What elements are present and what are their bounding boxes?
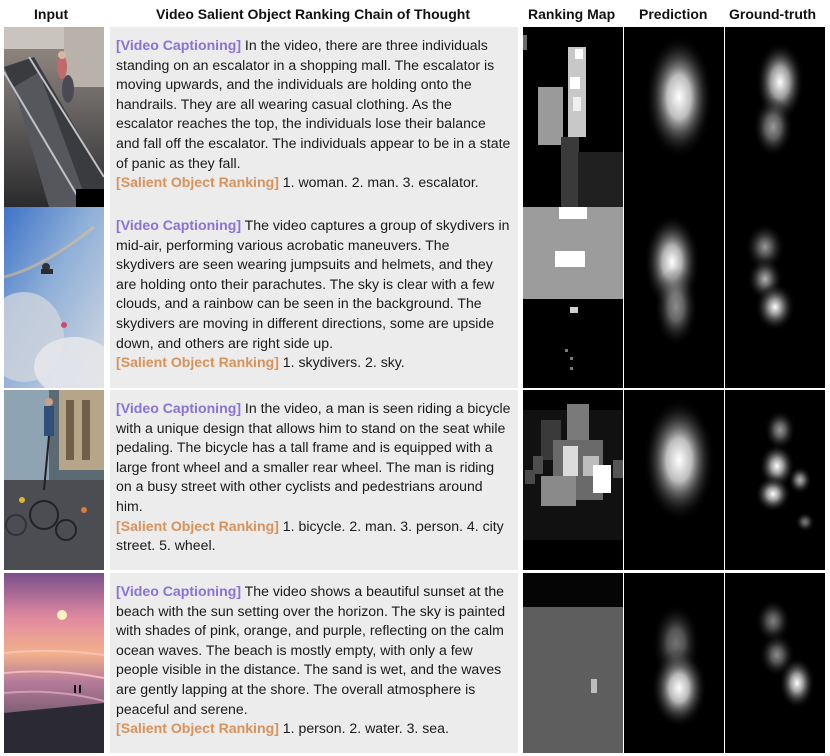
prediction-map-bicycle (624, 390, 724, 570)
ranking-map-escalator (523, 27, 623, 207)
salient-object-ranking-tag: [Salient Object Ranking] (116, 174, 279, 191)
caption-text: In the video, a man is seen riding a bicycle with a unique design that allows him to stand on the seat while pedaling. The bicycle has a tall frame and is equipped with a large front wheel and a smaller rear wheel. The man is riding on a busy street with other cyclists and pedestrians around him. (116, 400, 511, 514)
ground-truth-map-escalator (725, 27, 825, 207)
example-row-sunset (0, 573, 830, 753)
video-captioning-tag: [Video Captioning] (116, 583, 242, 599)
video-captioning-tag: [Video Captioning] (116, 217, 242, 233)
ranking-text: 1. person. 2. water. 3. sea. (278, 720, 449, 737)
caption-text: The video shows a beautiful sunset at the beach with the sun setting over the horizon. The sky is painted with shades of pink, orange, and purple, reflecting on the calm ocean waves. The beach is mostly empty, with only a few people visible in the distance. The sand is wet, and the waves are gently lapping at the shore. The overall atmosphere is peaceful and serene. (116, 583, 506, 717)
prediction-map-escalator (624, 27, 724, 207)
video-captioning-tag: [Video Captioning] (116, 37, 242, 53)
ranking-map-skydivers (523, 207, 623, 388)
input-frame-escalator (4, 27, 104, 207)
ranking-map-bicycle (523, 390, 623, 570)
caption-text: The video captures a group of skydivers in mid-air, performing various acrobatic maneuvers. The skydivers are seen wearing jumpsuits and helmets, and they are holding onto their parachutes. The sky is clear with a few clouds, and a rainbow can be seen in the background. The skydivers are moving in different directions, some are upside down, and others are right side up. (116, 217, 510, 351)
salient-object-ranking-tag: [Salient Object Ranking] (116, 720, 279, 737)
prediction-map-skydivers (624, 207, 724, 388)
example-row-bicycle (0, 390, 830, 570)
cot-text-box (110, 390, 518, 570)
header-input: Input (34, 6, 69, 22)
header-chain-of-thought: Video Salient Object Ranking Chain of Thought (156, 6, 470, 22)
cot-text-box (110, 207, 518, 388)
input-frame-bicycle (4, 390, 104, 570)
video-captioning-tag: [Video Captioning] (116, 400, 242, 416)
caption-text: In the video, there are three individuals standing on an escalator in a shopping mall. The escalator is moving upwards, and the individuals are holding onto the handrails. They are all wearing casual clothing. As the escalator reaches the top, the individuals lose their balance and fall off the escalator. The individuals appear to be in a state of panic as they fall. (116, 37, 511, 171)
input-frame-skydivers (4, 207, 104, 388)
salient-object-ranking-tag: [Salient Object Ranking] (116, 517, 279, 534)
example-row-escalator (0, 27, 830, 207)
header-ranking-map: Ranking Map (528, 6, 616, 22)
header-prediction: Prediction (639, 6, 708, 22)
header-ground-truth: Ground-truth (729, 6, 817, 22)
column-headers (0, 0, 830, 28)
ranking-text: 1. woman. 2. man. 3. escalator. (278, 174, 479, 191)
cot-text-box (110, 27, 518, 207)
ranking-text: 1. bicycle. 2. man. 3. person. 4. city street. 5. wheel. (116, 517, 504, 554)
ground-truth-map-sunset (725, 573, 825, 753)
cot-text-box (110, 573, 518, 753)
ranking-map-sunset (523, 573, 623, 753)
salient-object-ranking-tag: [Salient Object Ranking] (116, 354, 279, 371)
ground-truth-map-skydivers (725, 207, 825, 388)
ground-truth-map-bicycle (725, 390, 825, 570)
input-frame-sunset (4, 573, 104, 753)
example-row-skydivers (0, 207, 830, 388)
ranking-text: 1. skydivers. 2. sky. (278, 354, 405, 371)
prediction-map-sunset (624, 573, 724, 753)
